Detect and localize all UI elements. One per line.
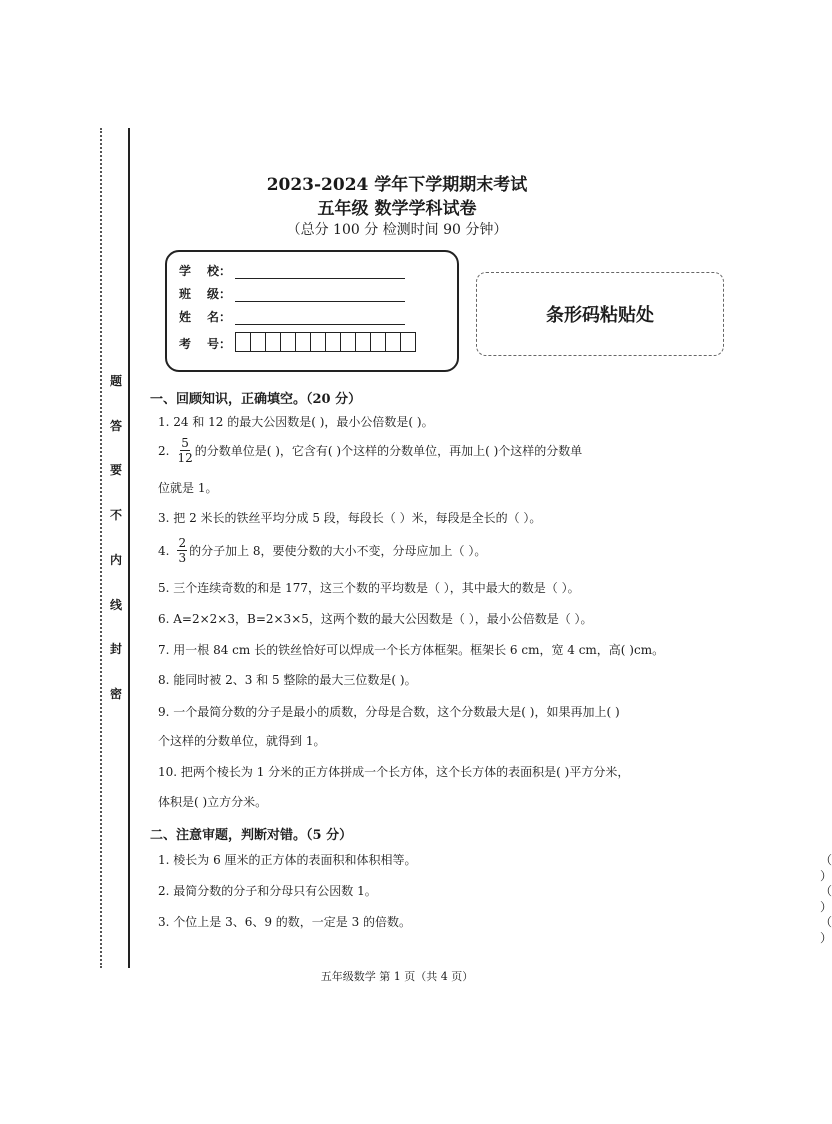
question-10: 10. 把两个棱长为 1 分米的正方体拼成一个长方体，这个长方体的表面积是( )平方分米，	[158, 765, 630, 779]
judge-answer-3[interactable]: （ ）	[820, 915, 832, 945]
judge-item-2: 2. 最简分数的分子和分母只有公因数 1。 （ ）	[158, 884, 832, 914]
seal-char: 不	[109, 508, 122, 523]
page-footer: 五年级数学 第 1 页（共 4 页）	[320, 970, 474, 983]
judge-item-3: 3. 个位上是 3、6、9 的数，一定是 3 的倍数。 （ ）	[158, 915, 832, 945]
question-5: 5. 三个连续奇数的和是 177，这三个数的平均数是（ ），其中最大的数是（ ）。	[158, 581, 580, 595]
exam-id-boxes[interactable]	[235, 332, 416, 352]
seal-char: 线	[109, 597, 122, 612]
question-1: 1. 24 和 12 的最大公因数是( )，最小公倍数是( )。	[158, 415, 434, 429]
seal-char: 内	[109, 552, 122, 567]
id-digit-box[interactable]	[326, 333, 341, 351]
question-9: 9. 一个最简分数的分子是最小的质数，分母是合数，这个分数最大是( )，如果再加上( )	[158, 705, 620, 719]
id-digit-box[interactable]	[266, 333, 281, 351]
question-7: 7. 用一根 84 cm 长的铁丝恰好可以焊成一个长方体框架。框架长 6 cm，宽 4 cm，高( )cm。	[158, 643, 665, 657]
school-field[interactable]	[235, 264, 405, 279]
class-field[interactable]	[235, 287, 405, 302]
id-row	[179, 332, 416, 352]
student-info-box	[165, 250, 459, 372]
name-label: 姓 名：	[179, 310, 231, 324]
class-label: 班 级：	[179, 287, 231, 301]
binding-solid-line	[128, 128, 130, 968]
question-3: 3. 把 2 米长的铁丝平均分成 5 段，每段长（ ）米，每段是全长的（ ）。	[158, 511, 542, 525]
exam-title: 2023-2024 学年下学期期末考试	[266, 175, 528, 195]
seal-char: 密	[109, 686, 122, 701]
question-9-cont: 个这样的分数单位，就得到 1。	[158, 734, 326, 748]
seal-char: 答	[109, 418, 122, 433]
fraction-5-12: $\frac{5}{12}$	[177, 436, 193, 465]
section1-heading: 一、回顾知识，正确填空。（20 分）	[150, 392, 362, 407]
id-digit-box[interactable]	[296, 333, 311, 351]
fraction-2-3: $\frac{2}{3}$	[178, 536, 187, 565]
id-digit-box[interactable]	[401, 333, 415, 351]
question-2: 2. $\frac{5}{12}$ 的分数单位是( )，它含有( )个这样的分数单位，再加上( )个这样的分数单	[158, 436, 583, 465]
school-row	[179, 262, 405, 279]
id-digit-box[interactable]	[386, 333, 401, 351]
seal-char: 要	[109, 463, 122, 478]
question-8: 8. 能同时被 2、3 和 5 整除的最大三位数是( )。	[158, 673, 417, 687]
id-digit-box[interactable]	[356, 333, 371, 351]
exam-info: （总分 100 分 检测时间 90 分钟）	[286, 222, 508, 238]
question-6: 6. A=2×2×3，B=2×3×5，这两个数的最大公因数是（ ），最小公倍数是（ ）。	[158, 612, 593, 626]
id-digit-box[interactable]	[281, 333, 296, 351]
judge-answer-2[interactable]: （ ）	[820, 884, 832, 914]
judge-item-1: 1. 棱长为 6 厘米的正方体的表面积和体积相等。 （ ）	[158, 853, 832, 883]
exam-subtitle: 五年级 数学学科试卷	[317, 199, 477, 219]
id-digit-box[interactable]	[341, 333, 356, 351]
id-label: 考 号：	[179, 337, 231, 351]
barcode-area: 条形码粘贴处	[476, 272, 724, 356]
name-row	[179, 308, 405, 325]
seal-char: 题	[109, 374, 122, 388]
id-digit-box[interactable]	[311, 333, 326, 351]
name-field[interactable]	[235, 310, 405, 325]
question-4: 4. $\frac{2}{3}$ 的分子加上 8，要使分数的大小不变，分母应加上（ ）。	[158, 536, 487, 565]
seal-char: 封	[109, 642, 122, 657]
id-digit-box[interactable]	[236, 333, 251, 351]
question-10-cont: 体积是( )立方分米。	[158, 795, 268, 809]
seal-line-notice	[107, 372, 125, 702]
school-label: 学 校：	[179, 264, 231, 278]
section2-heading: 二、注意审题，判断对错。（5 分）	[150, 828, 353, 843]
class-row	[179, 285, 405, 302]
id-digit-box[interactable]	[371, 333, 386, 351]
binding-dotted-line	[100, 128, 102, 968]
question-2-cont: 位就是 1。	[158, 481, 218, 495]
id-digit-box[interactable]	[251, 333, 266, 351]
judge-answer-1[interactable]: （ ）	[820, 853, 832, 883]
